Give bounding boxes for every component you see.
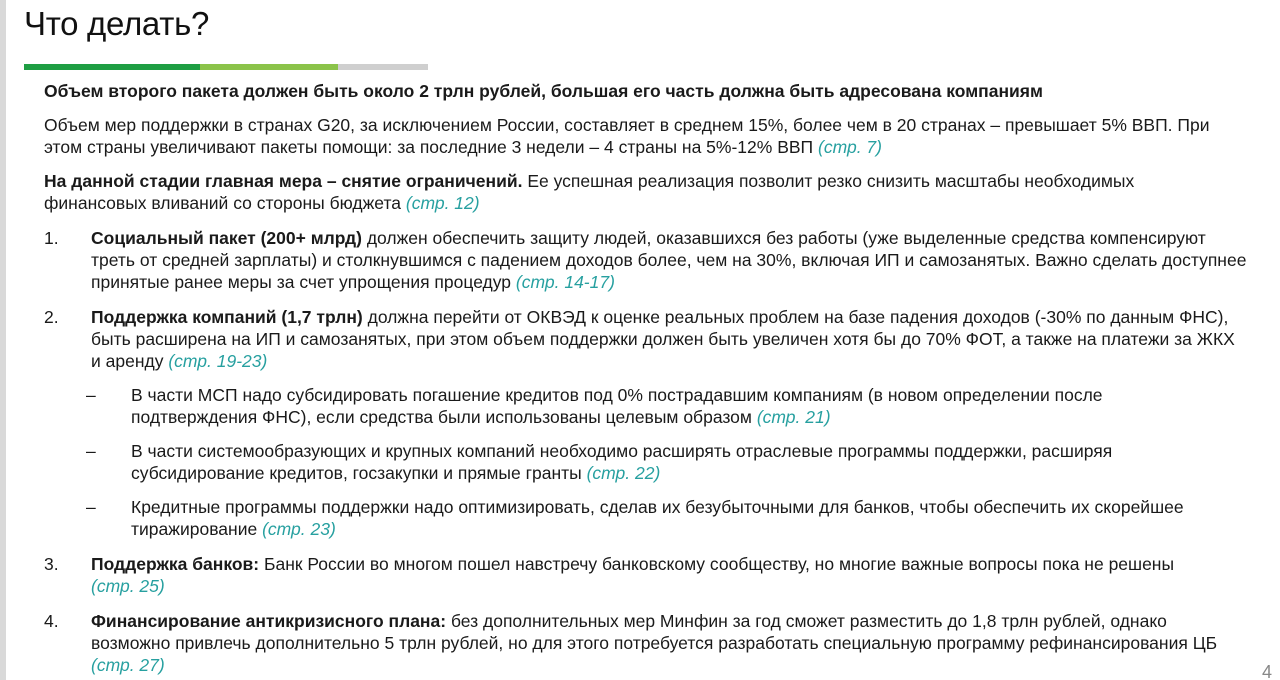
page-ref-link[interactable]: (стр. 22): [586, 463, 661, 483]
headline: Объем второго пакета должен быть около 2 трлн рублей, большая его часть должна быть адресована компаниям: [44, 81, 1043, 101]
list-item-heading: Поддержка банков:: [91, 554, 260, 574]
list-item-text: Банк России во многом пошел навстречу банковскому сообществу, но многие важные вопросы пока не решены: [259, 554, 1175, 574]
list-number: 3.: [44, 554, 59, 574]
list-item-social: [91, 227, 1251, 293]
sub-list-dash: –: [86, 497, 96, 517]
accent-bar-dark: [24, 64, 200, 70]
accent-bar-grey: [338, 64, 428, 70]
page-ref-link[interactable]: (стр. 12): [405, 193, 480, 213]
page-ref-link[interactable]: (стр. 14-17): [515, 272, 615, 292]
page-ref-link[interactable]: (стр. 21): [756, 407, 831, 427]
accent-bar-light: [200, 64, 338, 70]
list-item-banks: [91, 553, 1201, 597]
paragraph-g20-text: Объем мер поддержки в странах G20, за исключением России, составляет в среднем 15%, более чем в 20 странах – превышает 5% ВВП. При этом страны увеличивают пакеты помощи: за последние 3 недели – 4 страны на 5%-12% ВВП: [44, 115, 1210, 157]
sub-list-item-large-companies: [131, 440, 1211, 484]
list-item-companies: [91, 306, 1241, 372]
sub-list-dash: –: [86, 441, 96, 461]
paragraph-restrictions: [44, 170, 1214, 214]
slide-title: Что делать?: [24, 5, 210, 42]
list-item-text: должна перейти от ОКВЭД к оценке реальных проблем на базе падения доходов (-30% по данным ФНС), быть расширена на ИП и самозанятых, при этом объем поддержки должен быть увеличен хотя бы до 70% ФОТ, а также на платежи за ЖКХ и аренду: [91, 307, 1235, 371]
list-number: 2.: [44, 307, 59, 327]
list-item-text: должен обеспечить защиту людей, оказавшихся без работы (уже выделенные средства компенсируют треть от средней зарплаты) и столкнувшимся с падением доходов более, чем на 30%, включая ИП и самозанятых. Важно сделать доступнее принятые ранее меры за счет упрощения процедур: [91, 228, 1247, 292]
paragraph-g20: [44, 114, 1234, 158]
list-number: 4.: [44, 611, 59, 631]
sub-list-item-text: В части системообразующих и крупных компаний необходимо расширять отраслевые программы поддержки, расширяя субсидирование кредитов, госзакупки и прямые гранты: [131, 441, 1113, 483]
sub-list-item-text: В части МСП надо субсидировать погашение кредитов под 0% пострадавшим компаниям (в новом определении после подтверждения ФНС), если средства были использованы целевым образом: [131, 385, 1103, 427]
page-ref-link[interactable]: (стр. 19-23): [168, 351, 268, 371]
list-item-heading: Поддержка компаний (1,7 трлн): [91, 307, 363, 327]
slide: [6, 0, 1280, 680]
list-number: 1.: [44, 228, 59, 248]
page-number: 4: [1261, 662, 1272, 680]
page-ref-link[interactable]: (стр. 23): [262, 519, 336, 539]
sub-list-item-msp: [131, 384, 1211, 428]
list-item-text: без дополнительных мер Минфин за год сможет разместить до 1,8 трлн рублей, однако возможно привлечь дополнительно 5 трлн рублей, но для этого потребуется разработать специальную программу рефинансирования ЦБ: [91, 611, 1218, 653]
list-item-heading: Социальный пакет (200+ млрд): [91, 228, 362, 248]
page-ref-link[interactable]: (стр. 25): [91, 576, 165, 596]
list-item-financing: [91, 610, 1251, 676]
page-ref-link[interactable]: (стр. 7): [818, 137, 882, 157]
paragraph-restrictions-bold: На данной стадии главная мера – снятие ограничений.: [44, 171, 523, 191]
page-ref-link[interactable]: (стр. 27): [91, 655, 165, 675]
list-item-heading: Финансирование антикризисного плана:: [91, 611, 447, 631]
paragraph-restrictions-text: Ее успешная реализация позволит резко снизить масштабы необходимых финансовых вливаний со стороны бюджета: [44, 171, 1135, 213]
sub-list-dash: –: [86, 385, 96, 405]
sub-list-item-text: Кредитные программы поддержки надо оптимизировать, сделав их безубыточными для банков, чтобы обеспечить их скорейшее тиражирование: [131, 497, 1184, 539]
sub-list-item-credit-programs: [131, 496, 1211, 540]
